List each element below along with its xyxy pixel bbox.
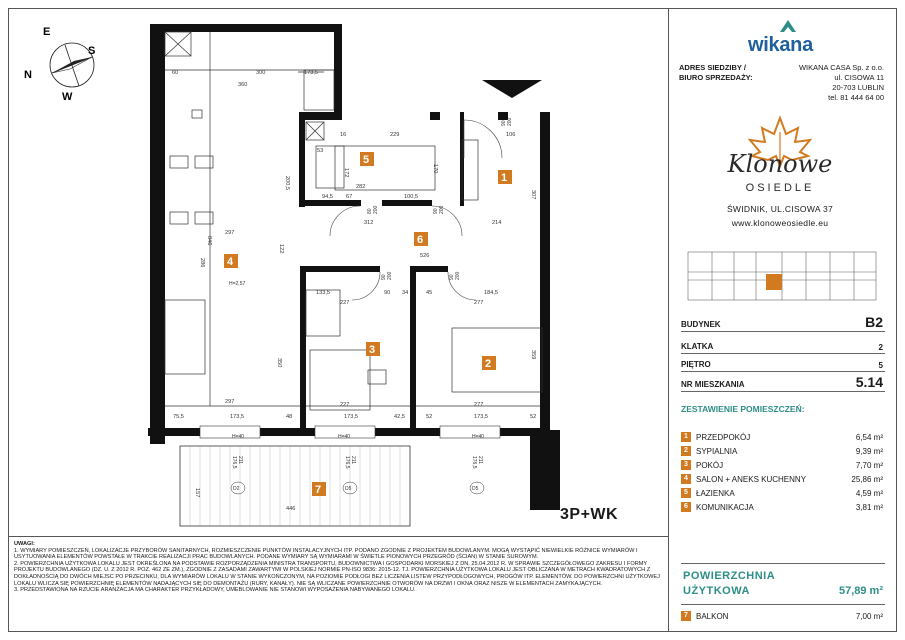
dim-53: 53 [317, 148, 324, 154]
info-value-apartment: 5.14 [855, 374, 883, 390]
address-line-3: 20-703 LUBLIN [832, 83, 884, 92]
room-area-4: 25,86 m² [851, 475, 883, 484]
compass-n: N [24, 69, 32, 81]
dim-67: 67 [346, 194, 353, 200]
room-name-4: SALON + ANEKS KUCHENNY [696, 475, 807, 484]
window-tag-2: D5 [345, 486, 352, 492]
room-label-2: 2 [485, 358, 492, 370]
info-label-staircase: KLATKA [681, 342, 714, 351]
dim-211-c: 211 [477, 456, 483, 464]
dim-297-b: 297 [225, 399, 235, 405]
dim-200: 200 [387, 271, 393, 280]
room-labels [224, 152, 512, 496]
dim-60: 60 [172, 70, 179, 76]
floor-plan [10, 10, 660, 535]
note-1: 1. WYMIARY POMIESZCZEŃ, LOKALIZACJE PRZYBORÓW SANITARNYCH, ROZMIESZCZENIE PUNKTÓW INSTALACYJNYCH ITP. PODANO ZGODNIE Z PROJEKTEM BUDOWLANYM. MOGĄ WYSTĄPIĆ NIEWIELKIE RÓŻNICE WYMIARÓW I USYTUOWANIA ELEMENTÓW POWSTAŁE W TRAKCIE REALIZACJI PRAC BUDOWLANYCH. PODANE WYMIARY SĄ WYMIARAMI W ŚWIETLE PIONOWYCH PRZEGRÓD (ŚCIAN) W STANIE SUROWYM. [14, 547, 638, 561]
room-num-3: 3 [681, 460, 691, 470]
room-label-4: 4 [227, 256, 234, 268]
room-num-5: 5 [681, 488, 691, 498]
dim-300: 300 [256, 70, 266, 76]
note-2: 2. POWIERZCHNIA UŻYTKOWA LOKALU JEST OKREŚLONA NA PODSTAWIE ROZPORZĄDZENIA MINISTRA TRANSPORTU, BUDOWNICTWA I GOSPODARKI MORSKIEJ Z DN. 25.04.2012 R. W SPRAWIE SZCZEGÓŁOWEGO ZAKRESU I FORMY PROJEKTU BUDOWLANEGO (DZ. U. Z 2012 R. POZ. 462 ZE ZM.), ZGODNIE Z ZASADAMI ZAWARTYMI W POLSKIEJ NORMIE PN-ISO 9836: 2015-12. TJ. POWIERZCHNIA UŻYTKOWA LOKALU JEST OBLICZANA W METRACH KWADRATOWYCH Z DOKŁADNOŚCIĄ DO DWÓCH MIEJSC PO PRZECINKU, DLA WYMIARÓW LOKALU W STANIE WYKOŃCZONYM, NA POZIOMIE PODŁOGI BEZ LICZENIA LISTEW PRZYPODŁOGOWYCH, PROGÓW ITP. ELEMENTÓW. DO POWIERZCHNI UŻYTKOWEJ LOKALU WLICZA SIĘ POWIERZCHNIĘ ELEMENTÓW NADAJĄCYCH SIĘ DO DEMONTAŻU (RURY, KANAŁY). NIE SĄ WLICZANE POWIERZCHNIE OTWORÓW NA DRZWI I OKNA ORAZ NISZE W ELEMENTACH ZAMYKAJĄCYCH. [14, 560, 660, 587]
room-name-1: PRZEDPOKÓJ [696, 433, 751, 442]
dim-52: 52 [426, 414, 433, 420]
ceiling-height: H=2,57 [229, 281, 246, 287]
dim-75-5: 75,5 [173, 414, 184, 420]
dim-360: 360 [238, 82, 248, 88]
room-name-2: SYPIALNIA [696, 447, 738, 456]
room-row-5 [681, 488, 885, 500]
room-row-1 [681, 432, 885, 444]
room-area-5: 4,59 m² [855, 489, 883, 498]
dim-90-e: 90 [433, 208, 439, 214]
dim-176-5-b: 176,5 [344, 456, 350, 469]
info-label-apartment: NR MIESZKANIA [681, 380, 745, 389]
balcony-area: 7,00 m² [855, 612, 883, 621]
dim-34: 34 [402, 290, 409, 296]
room-num-1: 1 [681, 432, 691, 442]
info-row-building [681, 316, 885, 332]
dim-176-5-a: 176,5 [231, 456, 237, 469]
panel-divider [668, 8, 669, 632]
window-tag-3: D5 [472, 486, 479, 492]
dim-176-5-c: 176,5 [471, 456, 477, 469]
dim-526: 526 [420, 253, 430, 259]
entrance-arrow-icon [482, 80, 542, 98]
address-line-4: tel. 81 444 64 00 [828, 93, 884, 102]
info-value-building: B2 [865, 314, 883, 330]
dim-173-5-a: 173,5 [230, 414, 244, 420]
estate-address: ŚWIDNIK, UL.CISOWA 37 [726, 204, 834, 214]
rooms-heading: ZESTAWIENIE POMIESZCZEŃ: [681, 404, 805, 414]
notes [14, 541, 662, 594]
dim-106: 106 [506, 132, 516, 138]
dim-173-5-b: 173,5 [344, 414, 358, 420]
compass-e: E [43, 26, 51, 38]
window-height-3: H=40 [472, 434, 485, 440]
dim-211-a: 211 [237, 456, 243, 464]
dim-214: 214 [492, 220, 502, 226]
room-row-2 [681, 446, 885, 458]
dim-200-e: 200 [373, 205, 379, 214]
room-row-6 [681, 502, 885, 514]
dim-307: 307 [530, 190, 536, 200]
room-name-3: POKÓJ [696, 461, 724, 470]
dim-122: 122 [278, 244, 284, 254]
dim-173-5-c: 173,5 [474, 414, 488, 420]
dim-90-b: 90 [381, 274, 387, 280]
dim-42-5: 42,5 [394, 414, 405, 420]
info-value-floor: 5 [878, 361, 883, 370]
dim-90-d: 90 [501, 120, 507, 126]
info-row-apartment [681, 374, 885, 392]
dim-48: 48 [286, 414, 293, 420]
room-num-2: 2 [681, 446, 691, 456]
balcony-name: BALKON [696, 612, 729, 621]
room-label-6: 6 [417, 234, 424, 246]
dim-16: 16 [340, 132, 347, 138]
room-row-4 [681, 474, 885, 486]
info-row-floor [681, 356, 885, 372]
room-name-5: ŁAZIENKA [696, 489, 735, 498]
dim-227: 227 [340, 300, 350, 306]
estate-name: Klonowe [727, 150, 833, 178]
dim-80: 80 [367, 208, 373, 214]
address-line-2: ul. CISOWA 11 [834, 73, 884, 82]
dim-211-b: 211 [350, 456, 356, 464]
notes-divider [8, 536, 668, 537]
summary-label-2: UŻYTKOWA [683, 585, 750, 597]
dim-297: 297 [225, 230, 235, 236]
room-label-7: 7 [315, 484, 322, 496]
dim-173-5-top: 173,5 [304, 70, 318, 76]
room-num-6: 6 [681, 502, 691, 512]
address-lines [740, 63, 884, 103]
room-area-1: 6,54 m² [855, 433, 883, 442]
balcony-outline [180, 446, 410, 526]
apartment-highlight [766, 274, 782, 290]
room-label-5: 5 [363, 154, 370, 166]
dim-94-5: 94,5 [322, 194, 333, 200]
info-label-floor: PIĘTRO [681, 360, 711, 369]
dim-200-c: 200 [507, 117, 513, 126]
dim-446: 446 [286, 506, 296, 512]
summary-value: 57,89 m² [838, 585, 883, 597]
dim-170: 170 [432, 164, 438, 174]
dim-200-b: 200 [455, 271, 461, 280]
dim-184-5: 184,5 [484, 290, 498, 296]
partitions [165, 32, 542, 410]
room-label-1: 1 [501, 172, 508, 184]
room-area-6: 3,81 m² [855, 503, 883, 512]
room-name-6: KOMUNIKACJA [696, 503, 754, 512]
balcony-num: 7 [681, 611, 691, 621]
address-label-2: BIURO SPRZEDAŻY: [679, 73, 753, 82]
compass-s: S [88, 45, 96, 57]
dim-157: 157 [194, 488, 200, 498]
window-height-2: H=40 [338, 434, 351, 440]
balcony-row [681, 611, 885, 623]
note-3: 3. PRZEDSTAWIONA NA RZUCIE ARANŻACJA MA CHARAKTER PRZYKŁADOWY, UMEBLOWANIE NIE STANOWI WYPOSAŻENIA NABYWANEGO LOKALU. [14, 587, 416, 594]
info-label-building: BUDYNEK [681, 320, 721, 329]
dim-100-5: 100,5 [404, 194, 418, 200]
info-value-staircase: 2 [878, 343, 883, 352]
dim-172: 172 [343, 168, 349, 178]
usable-area-summary [681, 563, 885, 605]
dim-200-5: 200,5 [284, 176, 290, 190]
address-line-1: WIKANA CASA Sp. z o.o. [798, 63, 884, 72]
dim-227-b: 227 [340, 402, 350, 408]
dim-286: 286 [199, 258, 205, 268]
window-height-1: H=40 [232, 434, 245, 440]
dim-277: 277 [474, 300, 484, 306]
summary-label-1: POWIERZCHNIA [683, 570, 776, 582]
room-row-3 [681, 460, 885, 472]
dim-200-d: 200 [439, 205, 445, 214]
room-area-2: 9,39 m² [855, 447, 883, 456]
dim-846: 846 [206, 236, 212, 246]
address-label-1: ADRES SIEDZIBY / [679, 63, 746, 72]
window-tag-1: D2 [233, 486, 240, 492]
dim-90-c: 90 [449, 274, 455, 280]
dim-282: 282 [356, 184, 366, 190]
room-area-3: 7,70 m² [855, 461, 883, 470]
room-label-3: 3 [369, 344, 376, 356]
estate-sub: OSIEDLE [745, 182, 815, 194]
dim-133-5: 133,5 [316, 290, 330, 296]
dim-229: 229 [390, 132, 400, 138]
dim-90: 90 [384, 290, 391, 296]
dim-359: 359 [530, 350, 536, 360]
balcony-decking [190, 446, 400, 526]
dim-45: 45 [426, 290, 433, 296]
developer-logo-text: wikana [748, 34, 813, 56]
apartment-type: 3P+WK [560, 506, 619, 523]
building-location-map [682, 246, 882, 308]
dim-277-b: 277 [474, 402, 484, 408]
compass-w: W [62, 91, 73, 103]
dim-312: 312 [364, 220, 374, 226]
notes-title: UWAGI: [14, 541, 35, 547]
room-num-4: 4 [681, 474, 691, 484]
info-row-staircase [681, 338, 885, 354]
dim-52-b: 52 [530, 414, 537, 420]
dim-350: 350 [276, 358, 282, 368]
estate-website: www.klonoweosiedle.eu [731, 218, 829, 228]
